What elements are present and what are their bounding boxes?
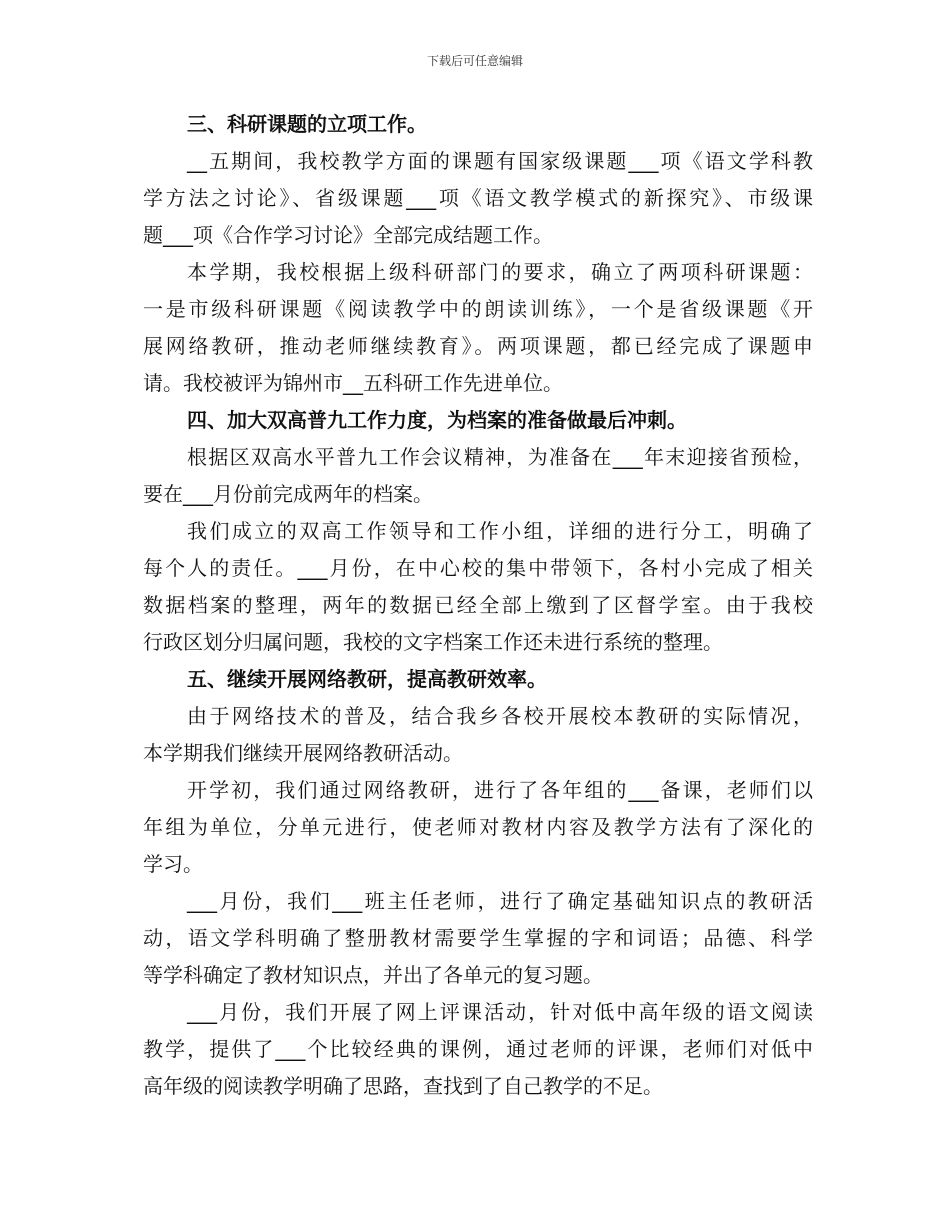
paragraph-line: 展网络教研，推动老师继续教育》。两项课题，都已经完成了课题申 [143, 334, 813, 358]
paragraph-line: 根据区双高水平普九工作会议精神，为准备在___年末迎接省预检， [187, 445, 813, 469]
section-heading-4: 四、加大双高普九工作力度，为档案的准备做最后冲刺。 [187, 408, 687, 432]
paragraph-line: 我们成立的双高工作领导和工作小组，详细的进行分工，明确了 [187, 519, 813, 543]
paragraph-line: 年组为单位，分单元进行，使老师对教材内容及教学方法有了深化的 [143, 815, 813, 839]
paragraph-line: 学习。 [143, 852, 203, 876]
paragraph-line: 本学期我们继续开展网络教研活动。 [143, 741, 463, 765]
page-header-note: 下载后可任意编辑 [426, 54, 523, 68]
paragraph-line: 本学期，我校根据上级科研部门的要求，确立了两项科研课题： [187, 260, 813, 284]
paragraph-line: 学方法之讨论》、省级课题___项《语文教学模式的新探究》、市级课 [143, 186, 813, 210]
paragraph-line: 行政区划分归属问题，我校的文字档案工作还未进行系统的整理。 [143, 630, 723, 654]
paragraph-line: 开学初，我们通过网络教研，进行了各年组的___备课，老师们以 [187, 778, 813, 802]
document-body [143, 106, 813, 1105]
paragraph-line: __五期间，我校教学方面的课题有国家级课题___项《语文学科教 [187, 149, 813, 173]
paragraph-line: ___月份，我们___班主任老师，进行了确定基础知识点的教研活 [187, 889, 813, 913]
paragraph-line: ___月份，我们开展了网上评课活动，针对低中高年级的语文阅读 [187, 1000, 813, 1024]
paragraph-line: 每个人的责任。___月份，在中心校的集中带领下，各村小完成了相关 [143, 556, 813, 580]
paragraph-line: 数据档案的整理，两年的数据已经全部上缴到了区督学室。由于我校 [143, 593, 813, 617]
paragraph-line: 请。我校被评为锦州市__五科研工作先进单位。 [143, 371, 563, 395]
paragraph-line: 一是市级科研课题《阅读教学中的朗读训练》，一个是省级课题《开 [143, 297, 813, 321]
paragraph-line: 高年级的阅读教学明确了思路，查找到了自己教学的不足。 [143, 1074, 663, 1098]
paragraph-line: 要在___月份前完成两年的档案。 [143, 482, 433, 506]
paragraph-line: 等学科确定了教材知识点，并出了各单元的复习题。 [143, 963, 603, 987]
section-heading-3: 三、科研课题的立项工作。 [187, 112, 427, 136]
paragraph-line: 动，语文学科明确了整册教材需要学生掌握的字和词语；品德、科学 [143, 926, 813, 950]
paragraph-line: 教学，提供了___个比较经典的课例，通过老师的评课，老师们对低中 [143, 1037, 813, 1061]
paragraph-line: 题___项《合作学习讨论》全部完成结题工作。 [143, 223, 553, 247]
section-heading-5: 五、继续开展网络教研，提高教研效率。 [187, 667, 547, 691]
paragraph-line: 由于网络技术的普及，结合我乡各校开展校本教研的实际情况， [187, 704, 813, 728]
